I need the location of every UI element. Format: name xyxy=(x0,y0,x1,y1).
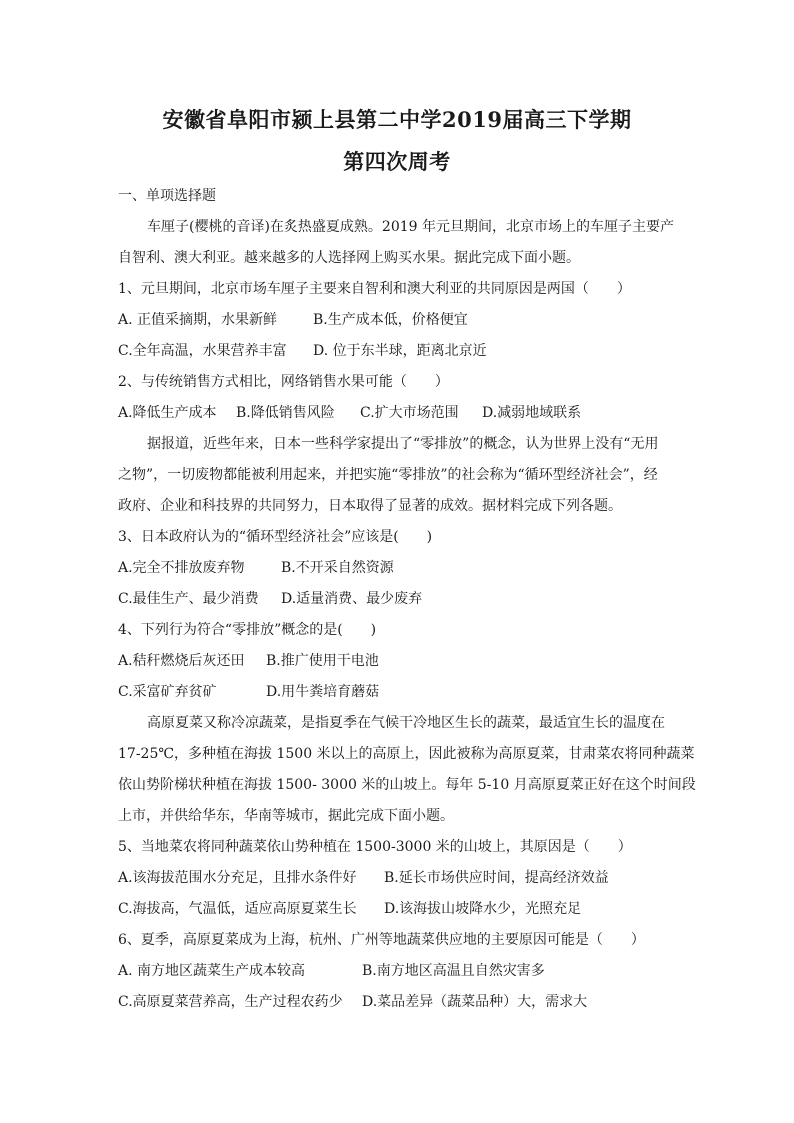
q1-options-row2 xyxy=(118,341,487,361)
q5-option-a: A.该海拔范围水分充足，且排水条件好 xyxy=(118,870,357,886)
q4-options-row2 xyxy=(118,682,379,702)
q3-stem: 3、日本政府认为的“循环型经济社会”应该是( ) xyxy=(118,529,433,545)
q3-option-b: B.不开采自然资源 xyxy=(281,560,394,576)
q1-option-a: A. 正值采摘期，水果新鲜 xyxy=(118,312,278,328)
passage3-line1: 高原夏菜又称冷凉蔬菜，是指夏季在气候干冷地区生长的蔬菜，最适宜生长的温度在 xyxy=(147,715,665,731)
q2-stem: 2、与传统销售方式相比，网络销售水果可能（ ） xyxy=(118,374,449,390)
passage2-line1: 据报道，近些年来，日本一些科学家提出了“零排放”的概念，认为世界上没有“无用 xyxy=(147,436,659,452)
passage2-line2: 之物”，一切废物都能被利用起来，并把实施“零排放”的社会称为“循环型经济社会”，经 xyxy=(118,467,658,483)
q6-options-row2 xyxy=(118,992,587,1012)
q3-option-a: A.完全不排放废弃物 xyxy=(118,560,245,576)
q2-option-c: C.扩大市场范围 xyxy=(360,405,459,421)
q5-options-row1 xyxy=(118,868,609,888)
q2-option-b: B.降低销售风险 xyxy=(236,405,335,421)
section-heading: 一、单项选择题 xyxy=(118,188,216,204)
q4-option-b: B.推广使用干电池 xyxy=(266,653,379,669)
q2-option-d: D.减弱地域联系 xyxy=(482,405,582,421)
q5-stem: 5、当地菜农将同种蔬菜依山势种植在 1500-3000 米的山坡上，其原因是（ ） xyxy=(118,839,632,855)
q6-option-c: C.高原夏菜营养高，生产过程农药少 xyxy=(118,994,343,1010)
q5-option-d: D.该海拔山坡降水少，光照充足 xyxy=(384,901,582,917)
q6-option-b: B.南方地区高温且自然灾害多 xyxy=(362,963,545,979)
document-title: 安徽省阜阳市颍上县第二中学2019届高三下学期 xyxy=(162,107,632,132)
passage3-line2: 17-25℃，多种植在海拔 1500 米以上的高原上，因此被称为高原夏菜，甘肃菜农将同种蔬菜 xyxy=(118,746,695,762)
q5-option-c: C.海拔高，气温低，适应高原夏菜生长 xyxy=(118,901,357,917)
q4-options-row1 xyxy=(118,651,379,671)
passage1-line2: 自智利、澳大利亚。越来越多的人选择网上购买水果。据此完成下面小题。 xyxy=(118,250,580,266)
q3-options-row1 xyxy=(118,558,394,578)
q4-option-c: C.采富矿弃贫矿 xyxy=(118,684,217,700)
q2-option-a: A.降低生产成本 xyxy=(118,405,217,421)
q6-options-row1 xyxy=(118,961,545,981)
q3-options-row2 xyxy=(118,589,422,609)
q1-option-b: B.生产成本低，价格便宜 xyxy=(313,312,468,328)
q6-stem: 6、夏季，高原夏菜成为上海，杭州、广州等地蔬菜供应地的主要原因可能是（ ） xyxy=(118,932,645,948)
q4-option-d: D.用牛粪培育蘑菇 xyxy=(266,684,380,700)
q3-option-d: D.适量消费、最少废弃 xyxy=(281,591,423,607)
q4-option-a: A.秸秆燃烧后灰还田 xyxy=(118,653,245,669)
q5-options-row2 xyxy=(118,899,581,919)
q6-option-a: A. 南方地区蔬菜生产成本较高 xyxy=(118,963,306,979)
q6-option-d: D.菜品差异（蔬菜品种）大，需求大 xyxy=(362,994,588,1010)
document-subtitle: 第四次周考 xyxy=(343,149,451,174)
passage2-line3: 政府、企业和科技界的共同努力，日本取得了显著的成效。据材料完成下列各题。 xyxy=(118,498,622,514)
q1-options-row1 xyxy=(118,310,468,330)
q1-option-c: C.全年高温，水果营养丰富 xyxy=(118,343,287,359)
passage3-line4: 上市，并供给华东，华南等城市，据此完成下面小题。 xyxy=(118,808,454,824)
q3-option-c: C.最佳生产、最少消费 xyxy=(118,591,259,607)
q2-options-row xyxy=(118,403,581,423)
q1-stem: 1、元旦期间，北京市场车厘子主要来自智利和澳大利亚的共同原因是两国（ ） xyxy=(118,281,631,297)
passage1-line1: 车厘子(樱桃的音译)在炙热盛夏成熟。2019 年元旦期间，北京市场上的车厘子主要产 xyxy=(147,219,675,235)
q1-option-d: D. 位于东半球，距离北京近 xyxy=(313,343,487,359)
passage3-line3: 依山势阶梯状种植在海拔 1500- 3000 米的山坡上。每年 5-10 月高原夏菜正好在这个时间段 xyxy=(118,777,696,793)
q4-stem: 4、下列行为符合“零排放”概念的是( ) xyxy=(118,622,377,638)
q5-option-b: B.延长市场供应时间，提高经济效益 xyxy=(384,870,609,886)
